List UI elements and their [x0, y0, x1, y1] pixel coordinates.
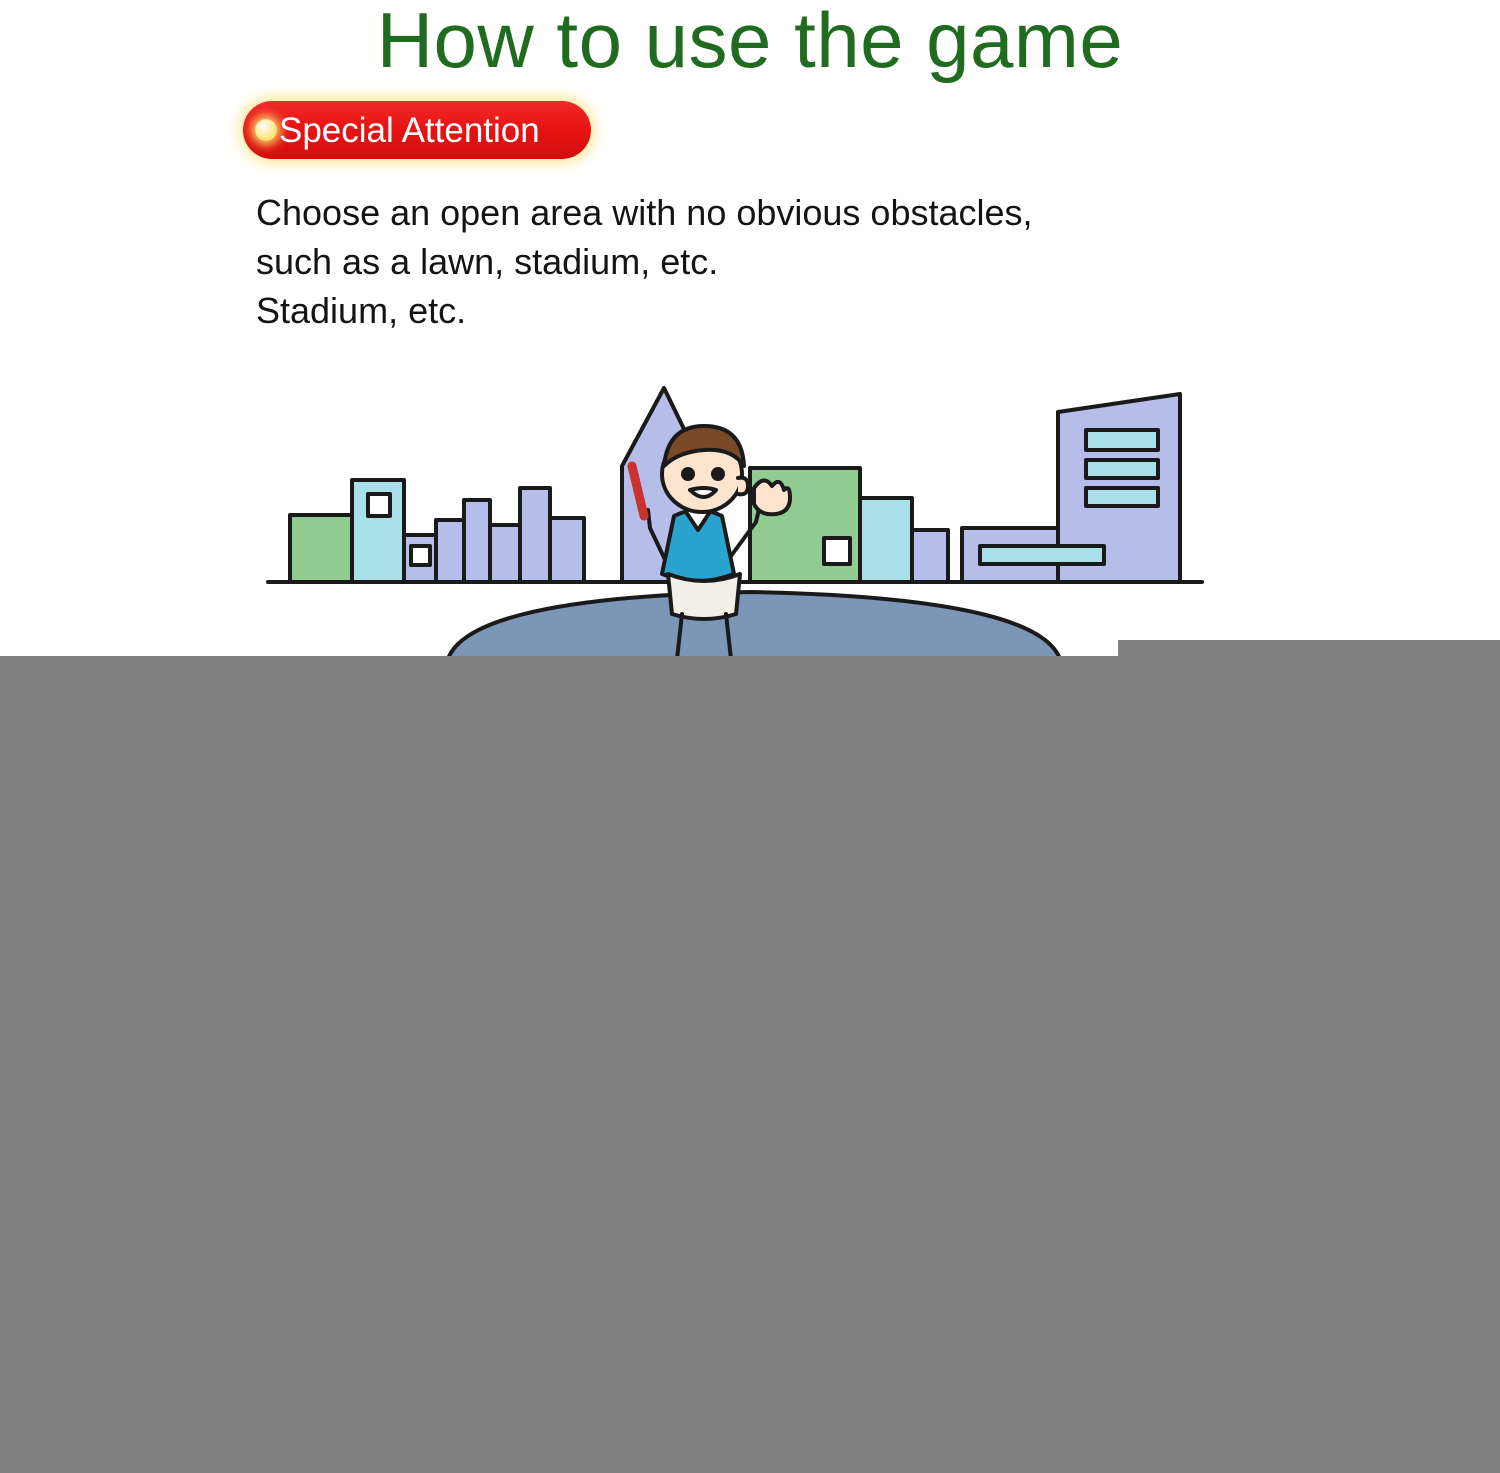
building-blue-5 — [520, 488, 550, 582]
building-blue-4 — [490, 525, 520, 582]
building-cyan-right — [860, 498, 912, 582]
building-blue-7 — [912, 530, 948, 582]
paragraph-line: Choose an open area with no obvious obstacles, — [256, 192, 1033, 233]
window-band — [1086, 488, 1158, 506]
glowing-dot-icon — [255, 119, 277, 141]
building-blue-6 — [550, 518, 584, 582]
gray-occlusion-overlay — [0, 656, 1500, 1473]
child-ear — [738, 478, 748, 495]
paragraph-line: Stadium, etc. — [256, 290, 467, 331]
building-blue-2 — [436, 520, 464, 582]
paragraph-line: such as a lawn, stadium, etc. — [256, 241, 719, 282]
instruction-paragraph — [256, 188, 1256, 335]
window-band — [1086, 430, 1158, 450]
child-eye-right — [713, 469, 723, 479]
building-green-left — [290, 515, 352, 582]
window — [411, 546, 430, 565]
page-title: How to use the game — [376, 0, 1124, 84]
special-attention-badge — [243, 101, 591, 159]
badge-label: Special Attention — [279, 111, 540, 150]
window — [824, 538, 850, 564]
child-mouth — [690, 488, 716, 497]
window — [368, 494, 390, 516]
child-flying-kite-in-city-park-illustration — [250, 370, 1250, 670]
child-shorts — [668, 574, 740, 619]
child-eye-left — [683, 469, 693, 479]
illustration-svg — [250, 370, 1250, 670]
window-band — [980, 546, 1104, 564]
window-band — [1086, 460, 1158, 478]
building-blue-3 — [464, 500, 490, 582]
